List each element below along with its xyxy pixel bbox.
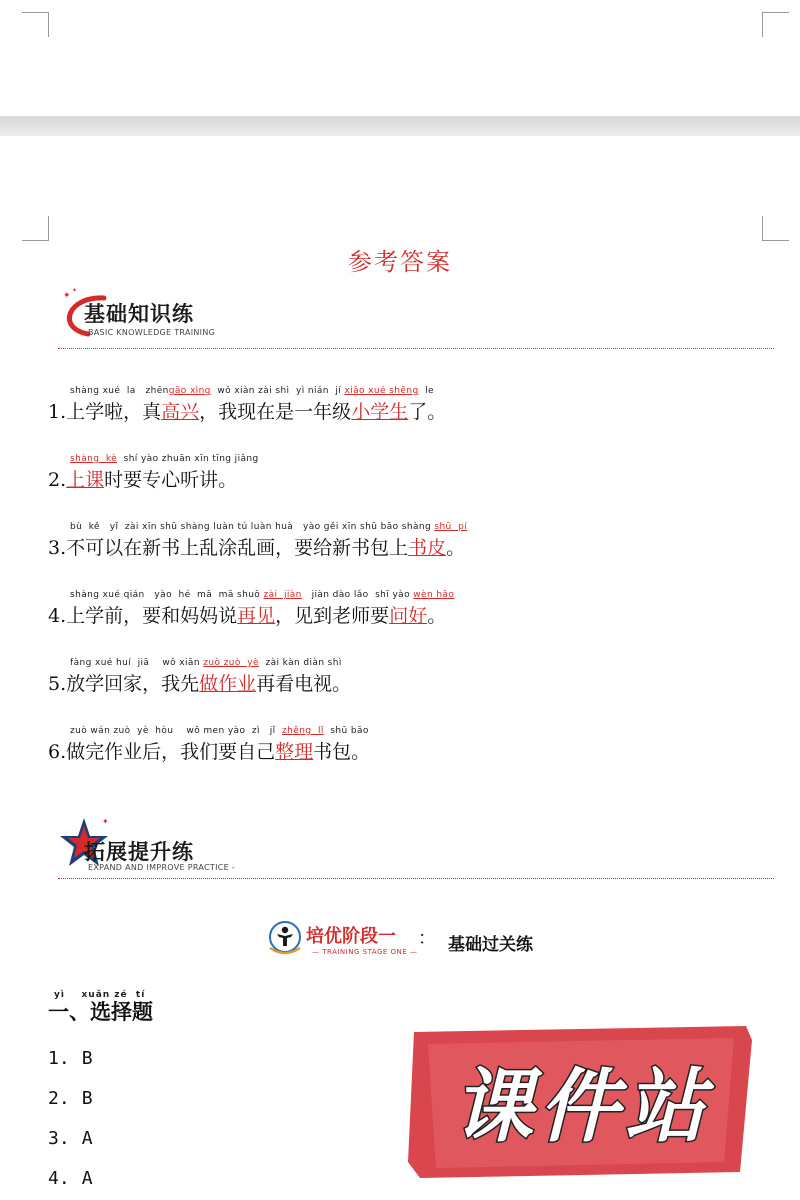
question-text: 。 [427,605,447,627]
question-line [48,465,237,492]
pinyin-text: shàng xué qián yào hé mā mā shuō [70,590,264,600]
heading-pinyin: yì xuǎn zé tí [54,990,146,1000]
answer-text: 再见 [237,605,276,627]
question-text: 。 [446,537,466,559]
question-number: 2. [48,469,67,491]
training-stage-heading [266,920,566,960]
stage-colon: ： [418,928,436,949]
question-line [48,533,465,560]
choice-number: 3. [48,1128,70,1149]
stage-suffix: 基础过关练 [448,935,533,955]
pinyin-answer: shàng kè [70,454,118,464]
pinyin-answer: gāo xìng [168,386,211,396]
choice-letter: B [81,1048,93,1069]
pinyin-answer: shū pí [434,522,468,532]
question-line [48,397,446,424]
stage-title: 培优阶段一 [306,926,396,947]
answer-text: 小学生 [351,401,409,423]
page-corner-mark [762,216,789,241]
question-line [48,601,446,628]
question-pinyin [70,590,454,600]
question-text: 放学回家，我先 [66,673,200,695]
pinyin-text: zuò wán zuò yè hòu wǒ men yào zì jǐ [70,726,283,736]
choice-answer [48,1168,93,1189]
question-pinyin [70,522,467,532]
answer-text: 做作业 [199,673,257,695]
question-line [48,669,351,696]
book-person-icon [266,920,304,958]
choice-answer [48,1128,93,1149]
question-number: 5. [48,673,67,695]
answer-text: 整理 [275,741,314,763]
choice-answer [48,1048,93,1069]
question-text: 做完作业后，我们要自己 [66,741,276,763]
choice-letter: A [81,1168,93,1189]
watermark-logo [400,1022,760,1182]
pinyin-text: jiàn dào lǎo shī yào [301,590,414,600]
question-text: 再看电视。 [256,673,352,695]
pinyin-answer: zuò zuò yè [203,658,259,668]
page-corner-mark [762,12,789,37]
basic-knowledge-title: 基础知识练 [84,302,194,326]
page-title: 参考答案 [348,248,452,276]
question-number: 6. [48,741,67,763]
question-text: 上学前，要和妈妈说 [66,605,238,627]
choice-number: 2. [48,1088,70,1109]
expand-practice-logo [58,814,278,870]
question-pinyin [70,658,342,668]
pinyin-text: shí yào zhuān xīn tīng jiǎng [117,454,259,464]
pinyin-text: wǒ xiàn zài shì yì nián jí [210,386,345,396]
question-text: ，我现在是一年级 [199,401,352,423]
question-text: 时要专心听讲。 [104,469,238,491]
section-divider [58,878,774,879]
svg-text:✦: ✦ [63,291,71,301]
question-number: 3. [48,537,67,559]
question-number: 4. [48,605,67,627]
choice-letter: A [81,1128,93,1149]
stage-subtitle: — TRAINING STAGE ONE — [312,948,418,956]
choice-letter: B [81,1088,93,1109]
page-gap [0,116,800,136]
pinyin-text: zài kàn diàn shì [258,658,342,668]
pinyin-text: le [418,386,434,396]
pinyin-answer: xiǎo xué shēng [344,386,419,396]
question-pinyin [70,454,259,464]
answer-text: 问好 [389,605,428,627]
question-line [48,737,370,764]
svg-text:✦: ✦ [102,817,109,826]
question-text: 书包。 [313,741,371,763]
expand-practice-subtitle: EXPAND AND IMPROVE PRACTICE - [88,863,236,872]
expand-practice-title: 拓展提升练 [84,840,194,864]
pinyin-text: bù kě yǐ zài xīn shū shàng luàn tú luàn huà yào gěi xīn shū bāo shàng [70,522,435,532]
question-pinyin [70,386,434,396]
question-pinyin [70,726,369,736]
choice-section-heading: 一、选择题 [48,1000,153,1024]
choice-number: 4. [48,1168,70,1189]
answer-text: 书皮 [408,537,447,559]
question-text: 了。 [408,401,447,423]
basic-knowledge-logo [58,288,278,344]
pinyin-text: fàng xué huí jiā wǒ xiān [70,658,204,668]
page-corner-mark [22,12,49,37]
answer-text: 上课 [66,469,105,491]
page-corner-mark [22,216,49,241]
pinyin-answer: wèn hǎo [413,590,455,600]
choice-number: 1. [48,1048,70,1069]
pinyin-text: shàng xué la zhēn [70,386,169,396]
svg-text:✦: ✦ [72,288,78,294]
question-text: ，见到老师要 [275,605,390,627]
pinyin-answer: zài jiàn [263,590,302,600]
watermark-text: 课件站 [453,1060,711,1153]
pinyin-answer: zhěng lǐ [282,726,324,736]
question-text: 不可以在新书上乱涂乱画，要给新书包上 [66,537,409,559]
question-text: 上学啦，真 [66,401,162,423]
question-number: 1. [48,401,67,423]
basic-knowledge-subtitle: BASIC KNOWLEDGE TRAINING [88,328,216,337]
previous-page-bottom [0,0,800,116]
answer-text: 高兴 [161,401,200,423]
choice-answer [48,1088,93,1109]
section-divider [58,348,774,349]
pinyin-text: shū bāo [323,726,369,736]
